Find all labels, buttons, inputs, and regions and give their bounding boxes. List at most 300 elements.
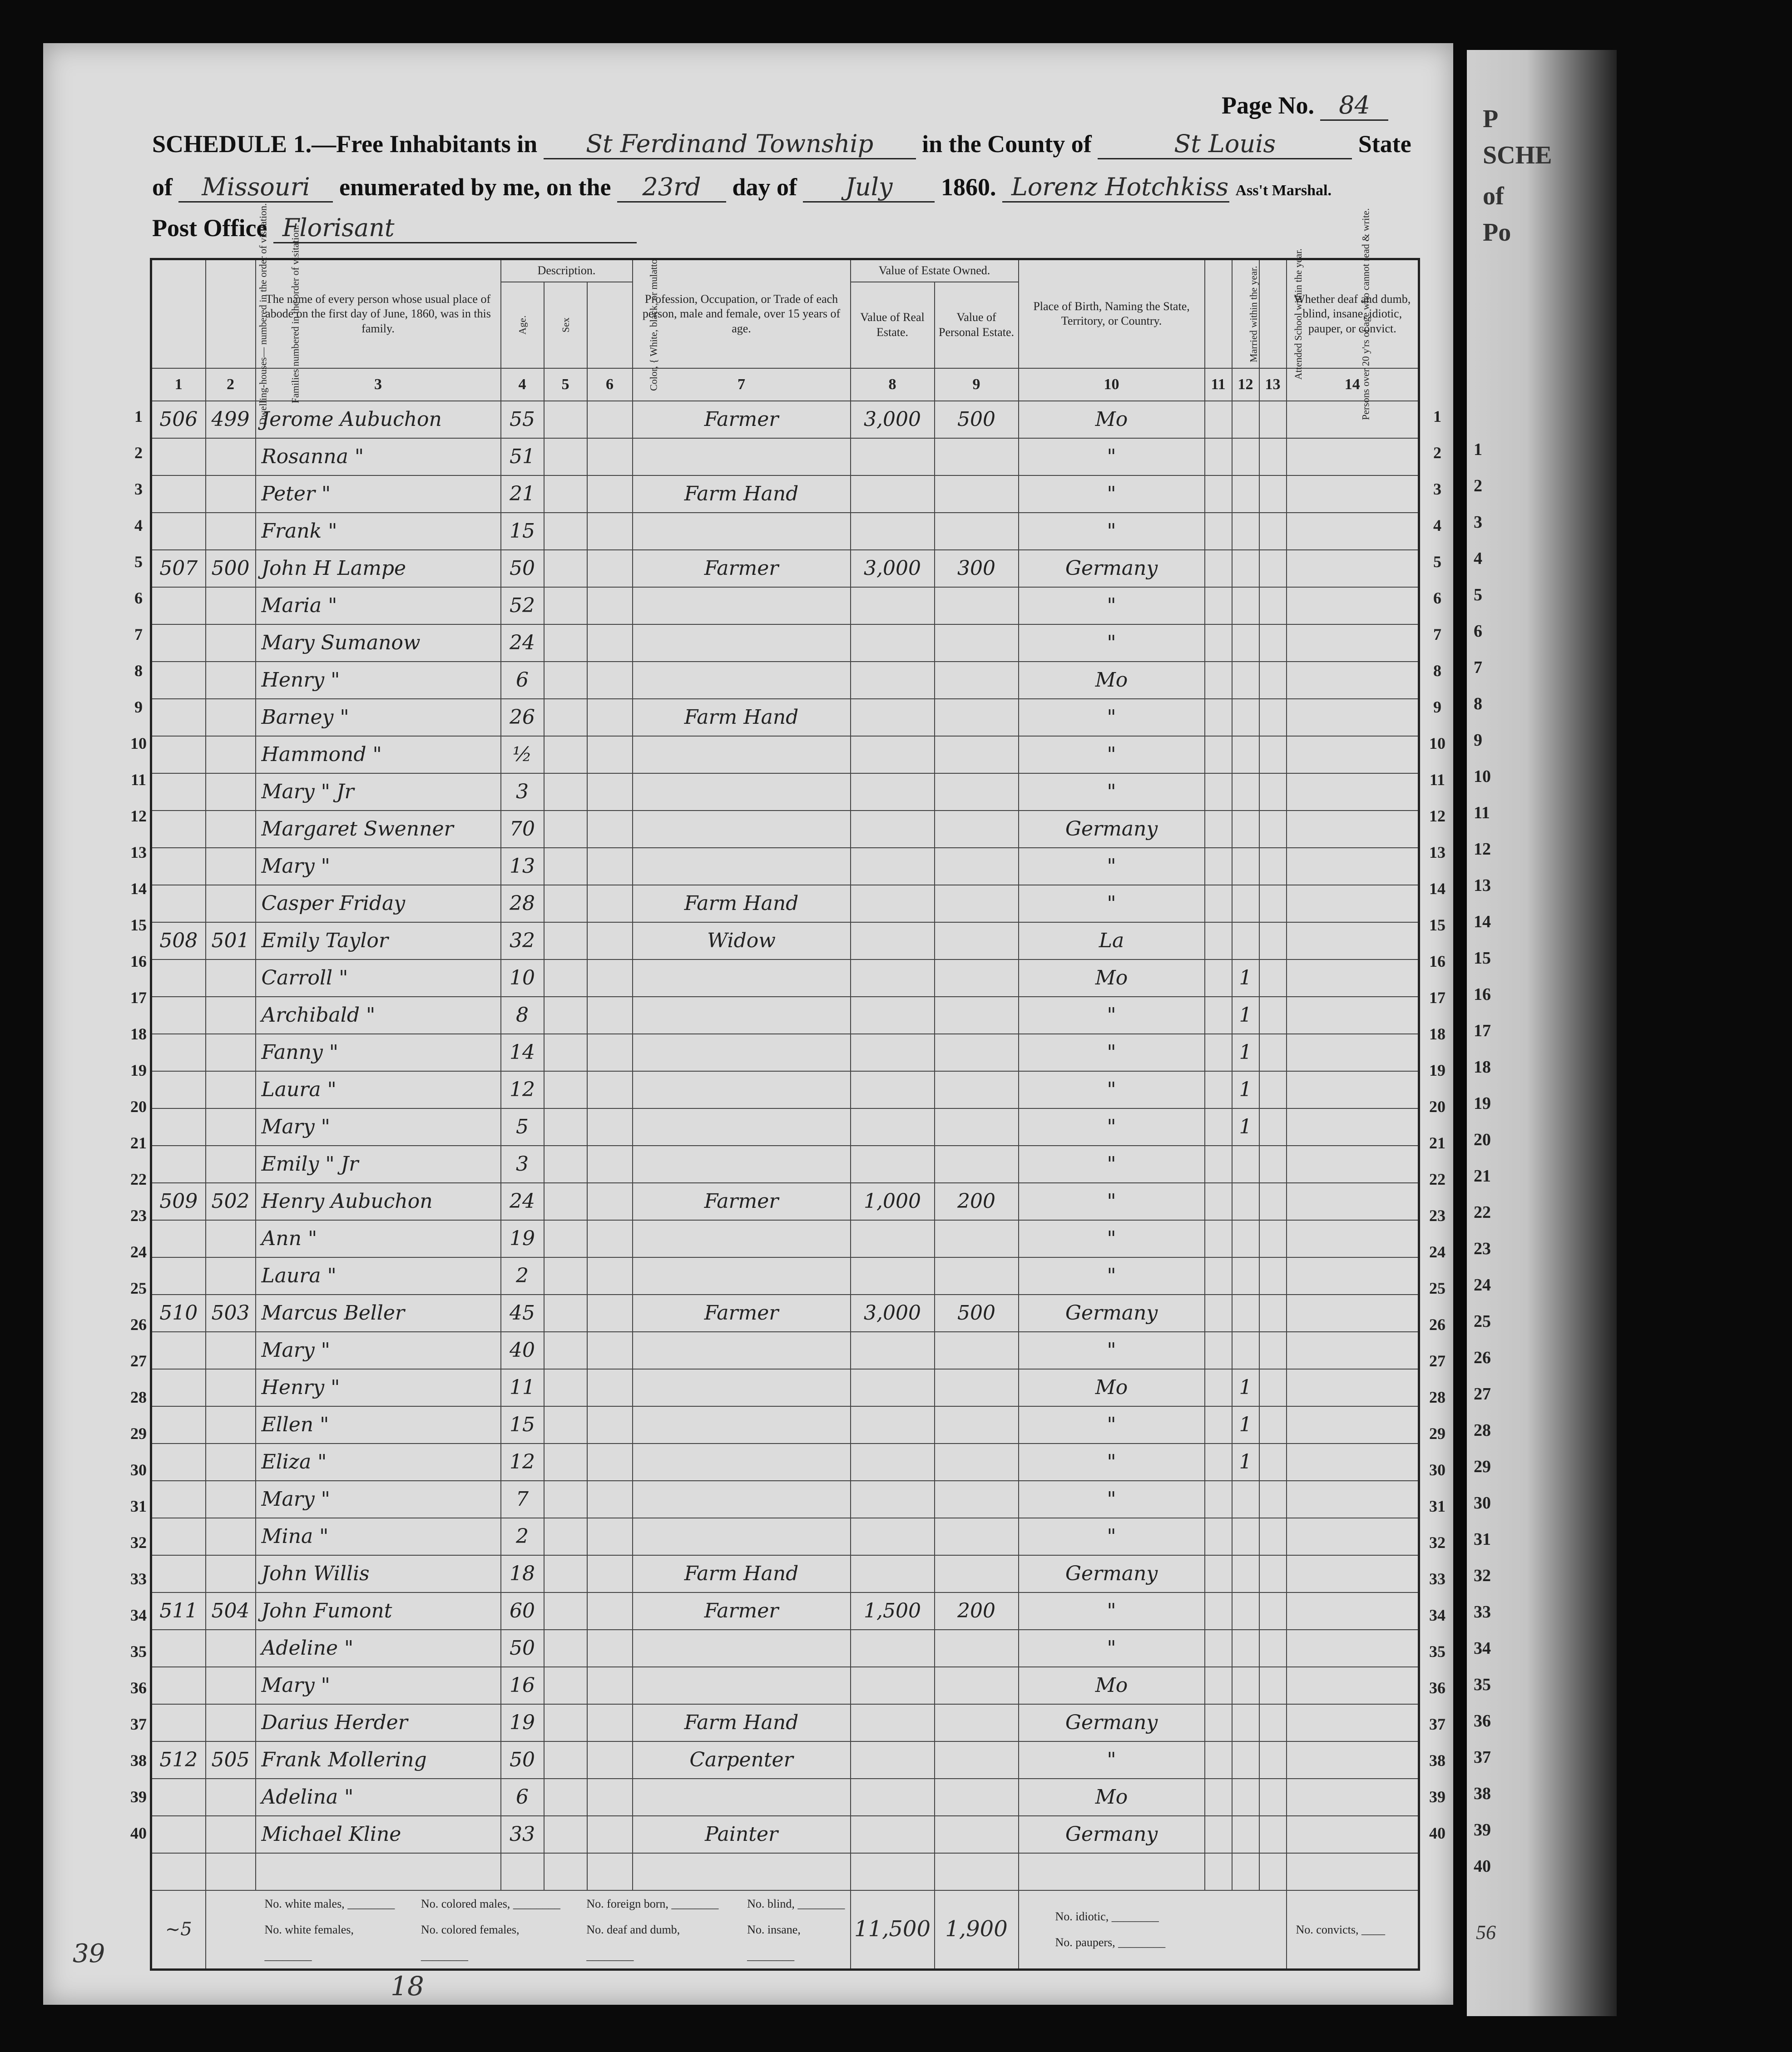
table-row xyxy=(151,1667,1419,1704)
married-cell xyxy=(1205,438,1232,475)
line-number: 2 xyxy=(134,444,143,462)
illiterate-cell xyxy=(1259,1406,1287,1444)
table-row xyxy=(151,513,1419,550)
line-number: 37 xyxy=(130,1715,147,1733)
occupation-cell xyxy=(633,1518,851,1555)
illiterate-cell xyxy=(1259,1816,1287,1853)
line-number: 20 xyxy=(1429,1098,1445,1116)
table-row xyxy=(151,885,1419,922)
married-cell xyxy=(1205,1406,1232,1444)
occupation-cell xyxy=(633,773,851,811)
occupation-cell xyxy=(633,438,851,475)
white-males-label: No. white males, ________ xyxy=(264,1897,395,1910)
real-estate-cell xyxy=(851,1704,935,1741)
table-row xyxy=(151,1779,1419,1816)
person-name: Frank " xyxy=(256,513,501,550)
family-number xyxy=(206,848,256,885)
adjacent-line-number: 18 xyxy=(1474,1058,1491,1077)
sex-cell xyxy=(544,1295,587,1332)
personal-estate-cell xyxy=(935,1779,1019,1816)
color-cell xyxy=(587,475,633,513)
real-estate-cell xyxy=(851,811,935,848)
personal-estate-cell xyxy=(935,513,1019,550)
disability-cell xyxy=(1287,1555,1419,1592)
table-row xyxy=(151,624,1419,662)
married-cell xyxy=(1205,885,1232,922)
occupation-cell: Farmer xyxy=(633,1592,851,1630)
col-header-married: Married within the year. xyxy=(1205,259,1232,368)
adjacent-line-number: 34 xyxy=(1474,1639,1491,1658)
family-number xyxy=(206,1667,256,1704)
occupation-cell: Farm Hand xyxy=(633,1704,851,1741)
line-number: 32 xyxy=(130,1533,147,1552)
school-cell: 1 xyxy=(1232,1108,1259,1146)
dwelling-number xyxy=(151,1257,206,1295)
occupation-cell: Farm Hand xyxy=(633,885,851,922)
personal-estate-cell xyxy=(935,885,1019,922)
dwelling-number: 509 xyxy=(151,1183,206,1220)
line-number: 17 xyxy=(130,989,147,1007)
col-header-birthplace: Place of Birth, Naming the State, Territory, or Country. xyxy=(1019,259,1205,368)
real-estate-cell: 1,000 xyxy=(851,1183,935,1220)
real-estate-cell xyxy=(851,438,935,475)
illiterate-cell xyxy=(1259,1555,1287,1592)
school-cell xyxy=(1232,1518,1259,1555)
line-number: 23 xyxy=(1429,1206,1445,1225)
age-cell: 8 xyxy=(501,997,544,1034)
disability-cell xyxy=(1287,1853,1419,1890)
occupation-cell: Farm Hand xyxy=(633,1555,851,1592)
family-number xyxy=(206,662,256,699)
real-estate-cell xyxy=(851,1444,935,1481)
family-number: 505 xyxy=(206,1741,256,1779)
personal-estate-cell xyxy=(935,699,1019,736)
age-cell: 15 xyxy=(501,513,544,550)
dwelling-number xyxy=(151,1630,206,1667)
school-cell xyxy=(1232,1592,1259,1630)
person-name: Mary Sumanow xyxy=(256,624,501,662)
table-row xyxy=(151,1369,1419,1406)
adjacent-line-numbers xyxy=(1474,431,1510,1884)
married-cell xyxy=(1205,997,1232,1034)
dwelling-number xyxy=(151,1555,206,1592)
birthplace-cell: " xyxy=(1019,1146,1205,1183)
family-number xyxy=(206,1444,256,1481)
day-value: 23rd xyxy=(617,173,726,203)
birthplace-cell: " xyxy=(1019,1257,1205,1295)
line-number: 12 xyxy=(130,807,147,825)
dwelling-number: 511 xyxy=(151,1592,206,1630)
column-number: 2 xyxy=(206,368,256,401)
age-cell: 2 xyxy=(501,1257,544,1295)
school-cell xyxy=(1232,662,1259,699)
dwelling-number xyxy=(151,1481,206,1518)
age-cell: 10 xyxy=(501,959,544,997)
disability-cell xyxy=(1287,401,1419,438)
sex-cell xyxy=(544,736,587,773)
line-number: 5 xyxy=(134,553,143,571)
age-cell: 52 xyxy=(501,587,544,624)
illiterate-cell xyxy=(1259,1369,1287,1406)
illiterate-cell xyxy=(1259,1034,1287,1071)
color-cell xyxy=(587,922,633,959)
line-number: 22 xyxy=(130,1170,147,1188)
person-name: Michael Kline xyxy=(256,1816,501,1853)
disability-cell xyxy=(1287,475,1419,513)
personal-estate-cell: 200 xyxy=(935,1592,1019,1630)
married-cell xyxy=(1205,550,1232,587)
dwelling-number xyxy=(151,1779,206,1816)
birthplace-cell: Mo xyxy=(1019,1779,1205,1816)
married-cell xyxy=(1205,1369,1232,1406)
adjacent-line-number: 21 xyxy=(1474,1167,1491,1186)
family-number: 504 xyxy=(206,1592,256,1630)
personal-estate-cell xyxy=(935,1406,1019,1444)
personal-estate-cell xyxy=(935,811,1019,848)
married-cell xyxy=(1205,1555,1232,1592)
disability-cell xyxy=(1287,848,1419,885)
real-estate-cell xyxy=(851,1816,935,1853)
real-estate-cell xyxy=(851,1220,935,1257)
color-cell xyxy=(587,997,633,1034)
color-cell xyxy=(587,1704,633,1741)
birthplace-cell: " xyxy=(1019,1071,1205,1108)
sex-cell xyxy=(544,1667,587,1704)
sex-cell xyxy=(544,811,587,848)
real-estate-cell xyxy=(851,1555,935,1592)
color-cell xyxy=(587,1667,633,1704)
illiterate-cell xyxy=(1259,550,1287,587)
disability-cell xyxy=(1287,1816,1419,1853)
line-number: 38 xyxy=(130,1751,147,1770)
sex-cell xyxy=(544,1071,587,1108)
dwelling-number xyxy=(151,587,206,624)
color-cell xyxy=(587,959,633,997)
adjacent-line-number: 22 xyxy=(1474,1203,1491,1222)
dwelling-number xyxy=(151,662,206,699)
married-cell xyxy=(1205,1667,1232,1704)
sex-cell xyxy=(544,475,587,513)
table-row xyxy=(151,1332,1419,1369)
person-name: Ellen " xyxy=(256,1406,501,1444)
margin-number-bottom: 18 xyxy=(391,1971,424,2002)
disability-cell xyxy=(1287,662,1419,699)
margin-number-left: 39 xyxy=(73,1939,105,1968)
disability-cell xyxy=(1287,811,1419,848)
col-header-real-estate: Value of Real Estate. xyxy=(851,282,935,368)
school-cell xyxy=(1232,1220,1259,1257)
married-cell xyxy=(1205,1183,1232,1220)
family-number: 500 xyxy=(206,550,256,587)
occupation-cell xyxy=(633,1369,851,1406)
personal-estate-cell xyxy=(935,1853,1019,1890)
dwelling-number xyxy=(151,513,206,550)
color-cell xyxy=(587,513,633,550)
family-number xyxy=(206,1779,256,1816)
married-cell xyxy=(1205,848,1232,885)
dwelling-number xyxy=(151,1146,206,1183)
line-number: 4 xyxy=(1433,516,1441,534)
line-number: 14 xyxy=(130,880,147,898)
disability-cell xyxy=(1287,1146,1419,1183)
family-number xyxy=(206,736,256,773)
color-cell xyxy=(587,1220,633,1257)
personal-estate-cell xyxy=(935,438,1019,475)
birthplace-cell: Germany xyxy=(1019,1704,1205,1741)
illiterate-cell xyxy=(1259,1853,1287,1890)
occupation-cell xyxy=(633,662,851,699)
real-estate-cell xyxy=(851,1741,935,1779)
school-cell: 1 xyxy=(1232,1071,1259,1108)
person-name: Mina " xyxy=(256,1518,501,1555)
sex-cell xyxy=(544,1630,587,1667)
person-name: Henry Aubuchon xyxy=(256,1183,501,1220)
line-number: 25 xyxy=(1429,1279,1445,1297)
married-cell xyxy=(1205,1741,1232,1779)
age-cell: 11 xyxy=(501,1369,544,1406)
real-estate-cell xyxy=(851,1518,935,1555)
occupation-cell: Painter xyxy=(633,1816,851,1853)
sex-cell xyxy=(544,848,587,885)
table-row xyxy=(151,401,1419,438)
table-row xyxy=(151,1071,1419,1108)
col-header-estate: Value of Estate Owned. xyxy=(851,259,1019,282)
sex-cell xyxy=(544,922,587,959)
color-cell xyxy=(587,1071,633,1108)
age-cell: 55 xyxy=(501,401,544,438)
school-cell xyxy=(1232,1816,1259,1853)
birthplace-cell: Mo xyxy=(1019,401,1205,438)
color-cell xyxy=(587,1741,633,1779)
family-number xyxy=(206,959,256,997)
occupation-cell: Widow xyxy=(633,922,851,959)
line-number: 24 xyxy=(1429,1243,1445,1261)
col-header-age: Age. xyxy=(501,282,544,368)
birthplace-cell: Germany xyxy=(1019,1816,1205,1853)
birthplace-cell: " xyxy=(1019,736,1205,773)
age-cell: 3 xyxy=(501,773,544,811)
line-number: 31 xyxy=(130,1497,147,1515)
column-number: 10 xyxy=(1019,368,1205,401)
dwelling-number xyxy=(151,736,206,773)
sex-cell xyxy=(544,1108,587,1146)
line-number: 20 xyxy=(130,1098,147,1116)
age-cell: 16 xyxy=(501,1667,544,1704)
column-number: 12 xyxy=(1232,368,1259,401)
insane-label: No. insane, ________ xyxy=(747,1923,801,1962)
birthplace-cell: " xyxy=(1019,773,1205,811)
married-cell xyxy=(1205,1257,1232,1295)
personal-estate-cell xyxy=(935,1108,1019,1146)
birthplace-cell: " xyxy=(1019,587,1205,624)
line-number: 34 xyxy=(1429,1606,1445,1624)
family-number xyxy=(206,773,256,811)
disability-cell xyxy=(1287,1630,1419,1667)
adjacent-line-number: 8 xyxy=(1474,694,1482,713)
sex-cell xyxy=(544,1853,587,1890)
age-cell: 6 xyxy=(501,662,544,699)
line-number: 15 xyxy=(1429,916,1445,934)
school-cell: 1 xyxy=(1232,1034,1259,1071)
real-estate-cell xyxy=(851,662,935,699)
family-number xyxy=(206,997,256,1034)
person-name: Casper Friday xyxy=(256,885,501,922)
illiterate-cell xyxy=(1259,587,1287,624)
adjacent-line-number: 20 xyxy=(1474,1130,1491,1149)
table-row xyxy=(151,1034,1419,1071)
line-number: 6 xyxy=(134,589,143,607)
dwelling-number xyxy=(151,1034,206,1071)
person-name: Carroll " xyxy=(256,959,501,997)
family-number xyxy=(206,1220,256,1257)
adjacent-line-number: 36 xyxy=(1474,1711,1491,1731)
dwelling-number xyxy=(151,1853,206,1890)
birthplace-cell: " xyxy=(1019,997,1205,1034)
line-number: 29 xyxy=(1429,1424,1445,1443)
sex-cell xyxy=(544,699,587,736)
illiterate-cell xyxy=(1259,1220,1287,1257)
real-estate-cell xyxy=(851,1853,935,1890)
table-row xyxy=(151,550,1419,587)
person-name: Barney " xyxy=(256,699,501,736)
sex-cell xyxy=(544,1332,587,1369)
adjacent-line-number: 35 xyxy=(1474,1675,1491,1694)
dwelling-number xyxy=(151,1444,206,1481)
school-cell: 1 xyxy=(1232,959,1259,997)
color-cell xyxy=(587,1779,633,1816)
line-number: 19 xyxy=(130,1061,147,1079)
dwelling-number: 512 xyxy=(151,1741,206,1779)
line-number: 22 xyxy=(1429,1170,1445,1188)
adjacent-line-number: 10 xyxy=(1474,767,1491,786)
personal-estate-cell xyxy=(935,1741,1019,1779)
age-cell: 32 xyxy=(501,922,544,959)
birthplace-cell: Germany xyxy=(1019,550,1205,587)
school-cell: 1 xyxy=(1232,1444,1259,1481)
personal-estate-cell xyxy=(935,624,1019,662)
post-office-line xyxy=(152,213,637,243)
personal-estate-cell xyxy=(935,736,1019,773)
col-header-color: Color, { White, black, or mulatto xyxy=(587,282,633,368)
family-number xyxy=(206,1481,256,1518)
birthplace-cell: Germany xyxy=(1019,1555,1205,1592)
person-name: Emily " Jr xyxy=(256,1146,501,1183)
married-cell xyxy=(1205,773,1232,811)
illiterate-cell xyxy=(1259,438,1287,475)
column-number: 3 xyxy=(256,368,501,401)
adjacent-line-number: 17 xyxy=(1474,1021,1491,1040)
family-number xyxy=(206,1406,256,1444)
disability-cell xyxy=(1287,885,1419,922)
sex-cell xyxy=(544,1592,587,1630)
line-number: 9 xyxy=(1433,698,1441,716)
birthplace-cell: Germany xyxy=(1019,811,1205,848)
convicts-cell: No. convicts, ____ xyxy=(1287,1890,1419,1970)
family-number xyxy=(206,699,256,736)
married-cell xyxy=(1205,1779,1232,1816)
real-estate-cell xyxy=(851,1034,935,1071)
color-cell xyxy=(587,885,633,922)
disability-cell xyxy=(1287,438,1419,475)
sex-cell xyxy=(544,401,587,438)
line-number: 18 xyxy=(1429,1025,1445,1043)
age-cell: 18 xyxy=(501,1555,544,1592)
married-cell xyxy=(1205,1034,1232,1071)
person-name: Frank Mollering xyxy=(256,1741,501,1779)
family-number xyxy=(206,1853,256,1890)
married-cell xyxy=(1205,1816,1232,1853)
school-cell: 1 xyxy=(1232,1406,1259,1444)
dwelling-number xyxy=(151,959,206,997)
school-cell xyxy=(1232,1741,1259,1779)
real-estate-cell xyxy=(851,699,935,736)
married-cell xyxy=(1205,1481,1232,1518)
disability-cell xyxy=(1287,550,1419,587)
real-estate-cell xyxy=(851,1108,935,1146)
birthplace-cell: " xyxy=(1019,848,1205,885)
line-number: 17 xyxy=(1429,989,1445,1007)
color-cell xyxy=(587,662,633,699)
column-number: 6 xyxy=(587,368,633,401)
column-number: 7 xyxy=(633,368,851,401)
illiterate-cell xyxy=(1259,624,1287,662)
person-name: Mary " xyxy=(256,1481,501,1518)
occupation-cell xyxy=(633,1481,851,1518)
married-cell xyxy=(1205,1592,1232,1630)
line-number: 9 xyxy=(134,698,143,716)
color-cell xyxy=(587,736,633,773)
birthplace-cell xyxy=(1019,1853,1205,1890)
disability-cell xyxy=(1287,1592,1419,1630)
adjacent-line-number: 24 xyxy=(1474,1276,1491,1295)
age-cell: 45 xyxy=(501,1295,544,1332)
school-cell xyxy=(1232,1481,1259,1518)
age-cell: 3 xyxy=(501,1146,544,1183)
person-name: Peter " xyxy=(256,475,501,513)
personal-estate-cell xyxy=(935,1518,1019,1555)
person-name: John Fumont xyxy=(256,1592,501,1630)
sex-cell xyxy=(544,1704,587,1741)
col-header-school: Attended School within the year. xyxy=(1232,259,1259,368)
family-number xyxy=(206,1555,256,1592)
person-name: Archibald " xyxy=(256,997,501,1034)
occupation-cell xyxy=(633,1257,851,1295)
color-cell xyxy=(587,1481,633,1518)
real-estate-cell xyxy=(851,959,935,997)
person-name: Henry " xyxy=(256,662,501,699)
illiterate-cell xyxy=(1259,811,1287,848)
disability-cell xyxy=(1287,1444,1419,1481)
personal-estate-cell xyxy=(935,475,1019,513)
illiterate-cell xyxy=(1259,475,1287,513)
real-estate-cell xyxy=(851,997,935,1034)
table-row xyxy=(151,811,1419,848)
color-cell xyxy=(587,773,633,811)
personal-estate-cell xyxy=(935,997,1019,1034)
sex-cell xyxy=(544,1481,587,1518)
real-estate-cell xyxy=(851,736,935,773)
adjacent-line-number: 14 xyxy=(1474,912,1491,931)
real-estate-cell xyxy=(851,475,935,513)
married-cell xyxy=(1205,1444,1232,1481)
disability-cell xyxy=(1287,1518,1419,1555)
illiterate-cell xyxy=(1259,1108,1287,1146)
table-row xyxy=(151,1704,1419,1741)
total-real-estate: 11,500 xyxy=(851,1890,935,1970)
age-cell: 51 xyxy=(501,438,544,475)
personal-estate-cell xyxy=(935,1220,1019,1257)
line-number: 25 xyxy=(130,1279,147,1297)
